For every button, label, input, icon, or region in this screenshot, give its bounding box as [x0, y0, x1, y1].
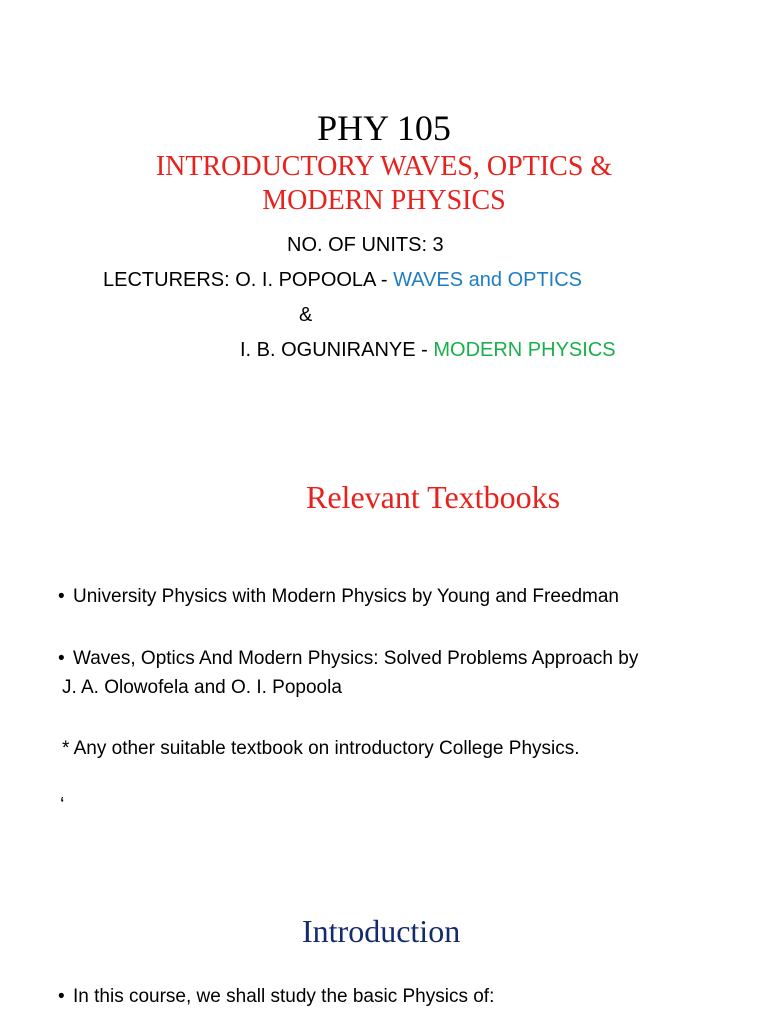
stray-mark: ‘ — [60, 794, 65, 816]
lecturer-1-topic: WAVES and OPTICS — [393, 269, 583, 291]
textbook-item-2 — [58, 646, 638, 672]
introduction-item-1-text: In this course, we shall study the basic Physics of: — [73, 986, 495, 1007]
lecturer-line-1 — [103, 267, 582, 293]
introduction-item-1 — [58, 984, 494, 1010]
course-code: PHY 105 — [317, 108, 451, 148]
bullet-icon: • — [58, 586, 65, 607]
course-title — [0, 150, 768, 218]
lecturer-1-name: LECTURERS: O. I. POPOOLA - — [103, 269, 394, 291]
ampersand: & — [299, 304, 313, 326]
bullet-icon: • — [58, 986, 65, 1007]
textbook-item-1-text: University Physics with Modern Physics by Young and Freedman — [73, 586, 619, 607]
lecturer-line-2 — [240, 337, 616, 363]
units-line: NO. OF UNITS: 3 — [287, 234, 444, 256]
course-title-line2: MODERN PHYSICS — [262, 185, 506, 216]
lecturer-2-topic: MODERN PHYSICS — [433, 339, 616, 361]
course-title-line1: INTRODUCTORY WAVES, OPTICS & — [155, 151, 613, 182]
textbooks-heading: Relevant Textbooks — [306, 479, 561, 515]
lecturer-2-name: I. B. OGUNIRANYE - — [240, 339, 434, 361]
textbook-item-1 — [58, 584, 619, 610]
textbook-item-2-continuation: J. A. Olowofela and O. I. Popoola — [62, 677, 342, 698]
textbook-item-2-text: Waves, Optics And Modern Physics: Solved Problems Approach by — [73, 648, 639, 669]
introduction-heading: Introduction — [302, 913, 461, 949]
textbook-note: * Any other suitable textbook on introductory College Physics. — [62, 738, 580, 759]
bullet-icon: • — [58, 648, 65, 669]
